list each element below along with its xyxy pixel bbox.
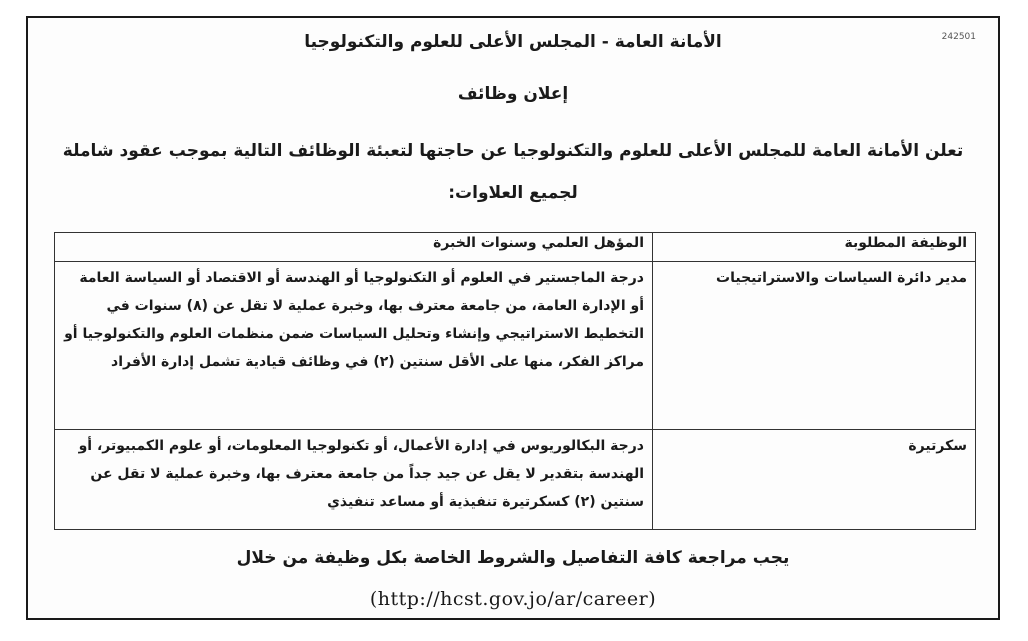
table-header-row xyxy=(55,233,976,262)
job-title-cell: مدير دائرة السياسات والاستراتيجيات xyxy=(653,262,976,430)
jobs-table xyxy=(54,232,976,530)
page-title: الأمانة العامة - المجلس الأعلى للعلوم والتكنولوجيا xyxy=(304,32,722,52)
table-row xyxy=(55,430,976,530)
reference-number: 242501 xyxy=(941,32,976,42)
career-link[interactable]: (http://hcst.gov.jo/ar/career) xyxy=(369,588,657,610)
table-row xyxy=(55,262,976,430)
job-title-cell: سكرتيرة xyxy=(653,430,976,530)
announcement-frame xyxy=(26,16,1000,620)
qualification-cell: درجة البكالوريوس في إدارة الأعمال، أو تكنولوجيا المعلومات، أو علوم الكمبيوتر، أو الهندسة بتقدير لا يقل عن جيد جداً من جامعة معترف بها، وخبرة عملية لا تقل عن سنتين (٢) كسكرتيرة تنفيذية أو مساعد تنفيذي xyxy=(55,430,653,530)
footer-note: يجب مراجعة كافة التفاصيل والشروط الخاصة بكل وظيفة من خلال xyxy=(236,548,790,568)
page-subtitle: إعلان وظائف xyxy=(457,84,569,104)
intro-paragraph: تعلن الأمانة العامة للمجلس الأعلى للعلوم والتكنولوجيا عن حاجتها لتعبئة الوظائف التالية بموجب عقود شاملة لجميع العلاوات: xyxy=(62,141,964,203)
qualification-cell: درجة الماجستير في العلوم أو التكنولوجيا أو الهندسة أو الاقتصاد أو السياسة العامة أو الإدارة العامة، من جامعة معترف بها، وخبرة عملية لا تقل عن (٨) سنوات في التخطيط الاستراتيجي وإنشاء وتحليل السياسات ضمن منظمات العلوم والتكنولوجيا أو مراكز الفكر، منها على الأقل سنتين (٢) في وظائف قيادية تشمل إدارة الأفراد xyxy=(55,262,653,430)
header-job: الوظيفة المطلوبة xyxy=(653,233,976,262)
header-qualification: المؤهل العلمي وسنوات الخبرة xyxy=(55,233,653,262)
